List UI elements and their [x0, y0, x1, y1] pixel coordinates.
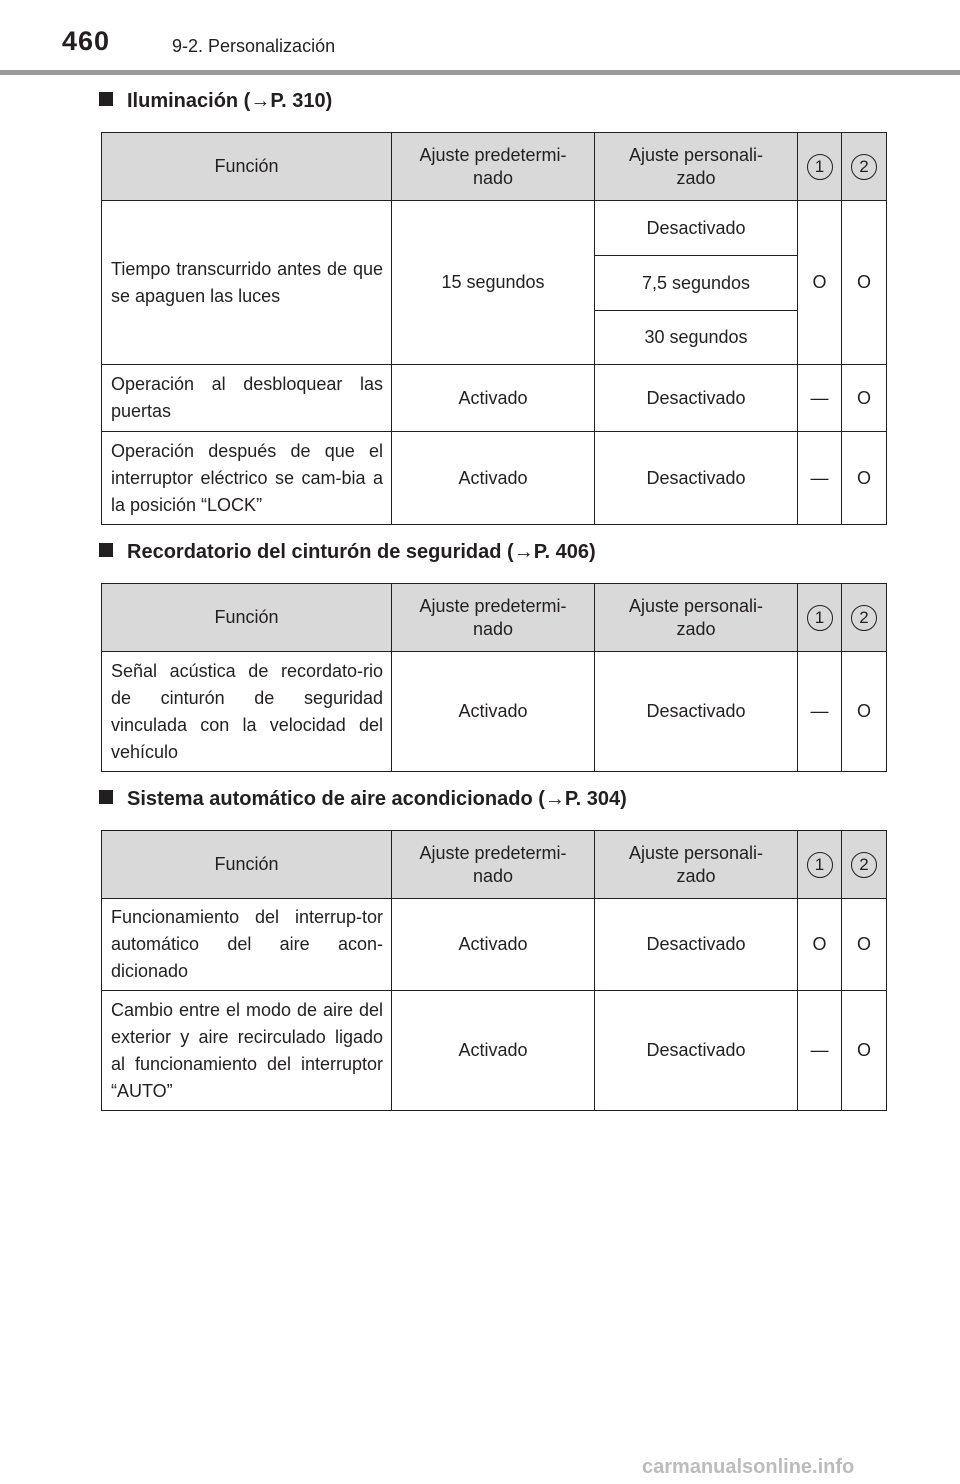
cell-col-2: O	[842, 652, 887, 772]
cell-funcion: Tiempo transcurrido antes de que se apaguen las luces	[102, 201, 392, 365]
header-col-2	[842, 584, 887, 652]
cell-col-2: O	[842, 991, 887, 1111]
header-default	[392, 133, 595, 201]
cell-default: Activado	[392, 652, 595, 772]
table-row	[102, 899, 887, 991]
cell-funcion: Operación después de que el interruptor eléctrico se cam-bia a la posición “LOCK”	[102, 432, 392, 525]
cell-col-1: —	[798, 432, 842, 525]
cell-funcion: Operación al desbloquear las puertas	[102, 365, 392, 432]
square-bullet-icon	[99, 790, 113, 804]
cell-custom-option: 7,5 segundos	[595, 256, 798, 311]
table-row	[102, 991, 887, 1111]
header-col-2	[842, 133, 887, 201]
page-number: 460	[62, 26, 111, 56]
header-col-1	[798, 831, 842, 899]
table-iluminacion	[101, 132, 887, 525]
header-funcion: Función	[102, 831, 392, 899]
cell-default: Activado	[392, 432, 595, 525]
cell-default: Activado	[392, 899, 595, 991]
cell-col-1: O	[798, 201, 842, 365]
table-row	[102, 365, 887, 432]
table-row	[102, 201, 887, 256]
header-custom: Ajuste personali- zado	[595, 831, 798, 899]
section-title-cinturon: Recordatorio del cinturón de seguridad (→P. 406)	[99, 541, 596, 564]
section-title-aire: Sistema automático de aire acondicionado (→P. 304)	[99, 788, 627, 811]
cell-col-1: —	[798, 365, 842, 432]
cell-custom-option: 30 segundos	[595, 311, 798, 365]
cell-default: 15 segundos	[392, 201, 595, 365]
cell-custom: Desactivado	[595, 432, 798, 525]
cell-custom: Desactivado	[595, 899, 798, 991]
square-bullet-icon	[99, 543, 113, 557]
cell-col-1: O	[798, 899, 842, 991]
circled-1-icon: 1	[807, 154, 833, 180]
cell-col-1: —	[798, 652, 842, 772]
header-default: Ajuste predetermi- nado	[392, 584, 595, 652]
header-default-line1: Ajuste predetermi-	[419, 144, 567, 165]
cell-default: Activado	[392, 365, 595, 432]
cell-custom: Desactivado	[595, 991, 798, 1111]
cell-col-2: O	[842, 899, 887, 991]
table-header-row	[102, 133, 887, 201]
cell-custom: Desactivado	[595, 365, 798, 432]
table-row	[102, 432, 887, 525]
cell-default: Activado	[392, 991, 595, 1111]
header-rule	[0, 70, 960, 75]
section-title-iluminacion: Iluminación (→P. 310)	[99, 90, 332, 113]
header-funcion: Función	[102, 584, 392, 652]
header-funcion: Función	[102, 133, 392, 201]
cell-custom: Desactivado	[595, 652, 798, 772]
cell-custom-option: Desactivado	[595, 201, 798, 256]
circled-1-icon: 1	[807, 852, 833, 878]
square-bullet-icon	[99, 92, 113, 106]
header-col-1	[798, 133, 842, 201]
cell-col-1: —	[798, 991, 842, 1111]
table-cinturon	[101, 583, 887, 772]
header-col-1	[798, 584, 842, 652]
cell-funcion: Señal acústica de recordato-rio de cinturón de seguridad vinculada con la velocidad del vehículo	[102, 652, 392, 772]
table-header-row	[102, 831, 887, 899]
cell-funcion: Cambio entre el modo de aire del exterior y aire recirculado ligado al funcionamiento del interruptor “AUTO”	[102, 991, 392, 1111]
circled-1-icon: 1	[807, 605, 833, 631]
table-row	[102, 652, 887, 772]
header-default: Ajuste predetermi- nado	[392, 831, 595, 899]
header-default-line2: nado	[472, 167, 514, 188]
circled-2-icon: 2	[851, 154, 877, 180]
watermark: carmanualsonline.info	[642, 1456, 855, 1478]
cell-funcion: Funcionamiento del interrup-tor automático del aire acon-dicionado	[102, 899, 392, 991]
header-custom: Ajuste personali- zado	[595, 584, 798, 652]
header-custom: Ajuste personali- zado	[595, 133, 798, 201]
table-header-row	[102, 584, 887, 652]
chapter-title: 9-2. Personalización	[172, 36, 336, 56]
cell-col-2: O	[842, 201, 887, 365]
table-aire	[101, 830, 887, 1111]
cell-col-2: O	[842, 432, 887, 525]
circled-2-icon: 2	[851, 605, 877, 631]
circled-2-icon: 2	[851, 852, 877, 878]
header-col-2	[842, 831, 887, 899]
cell-col-2: O	[842, 365, 887, 432]
